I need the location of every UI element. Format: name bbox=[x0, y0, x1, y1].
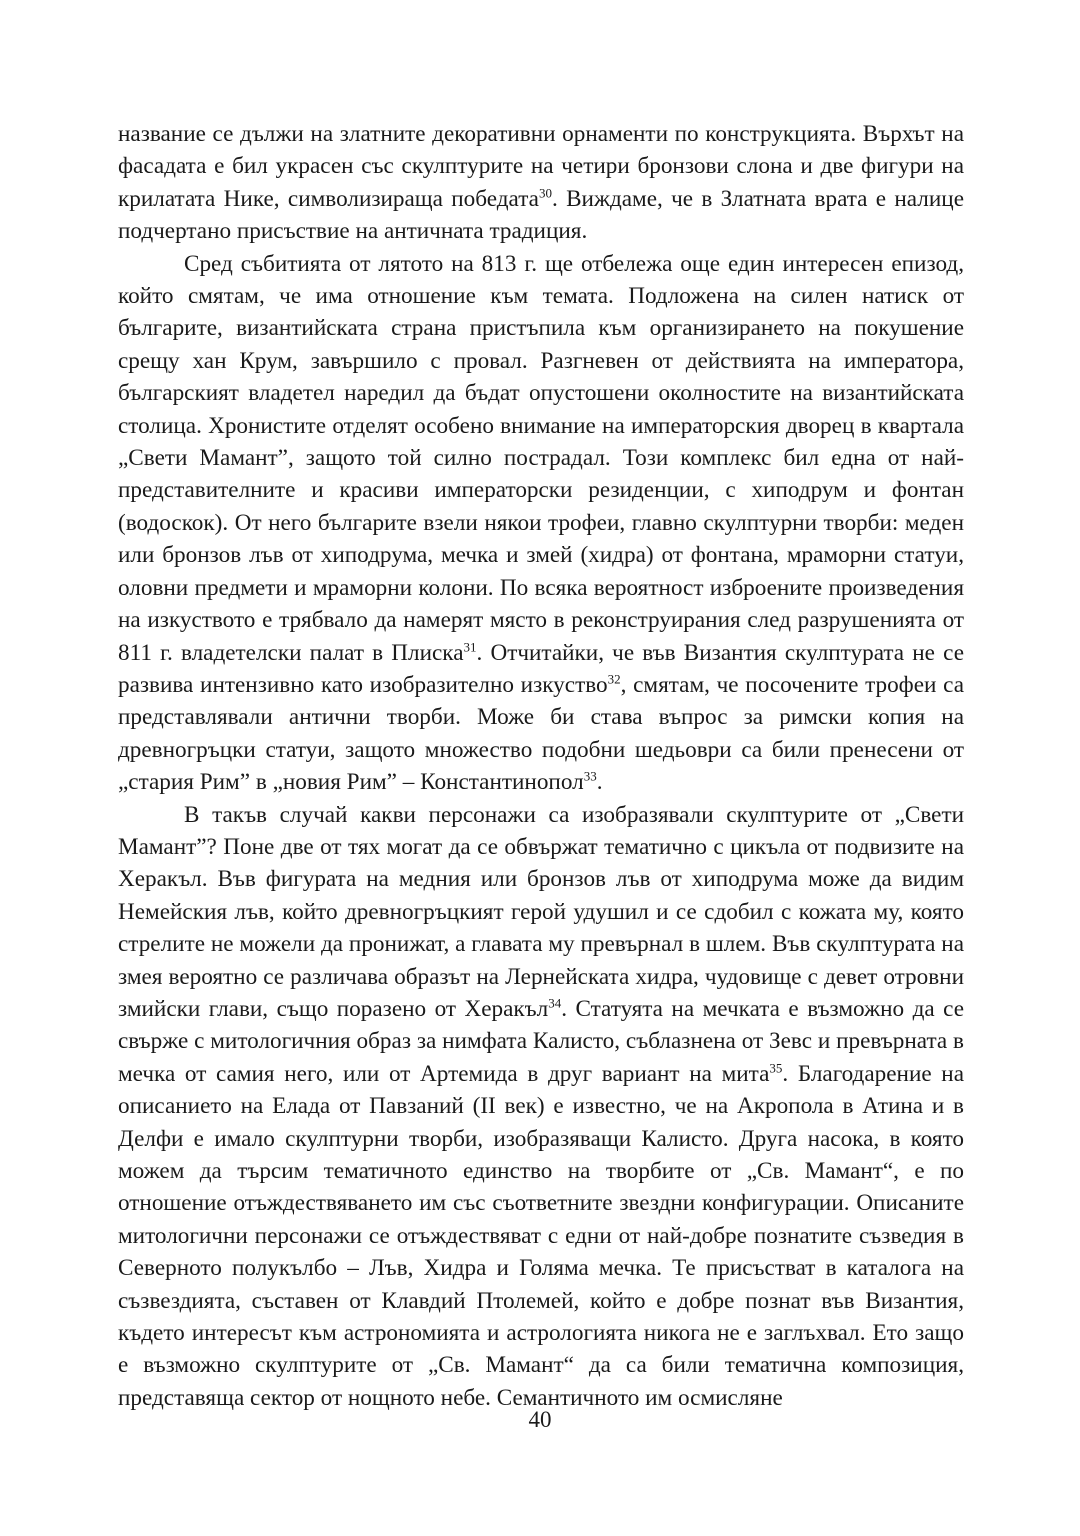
footnote-ref-30: 30 bbox=[538, 185, 552, 201]
text-segment: , смятам, че посочените трофеи са представлявали антични творби. Може би става въпрос за римски копия на древногръцки статуи, защото множество подобни шедьоври са били пренесени от „стария Рим” в „новия Рим” – Константинопол bbox=[118, 671, 964, 796]
text-segment: . Отчитайки, че във Византия скулптурата не се развива интензивно като изобразително изкуство bbox=[118, 639, 964, 698]
footnote-ref-32: 32 bbox=[607, 671, 621, 687]
text-segment: Сред събитията от лятото на 813 г. ще отбележа още един интересен епизод, който смятам, че има отношение към темата. Подложена на силен натиск от българите, византийската страна пристъпила към организирането на покушение срещу хан Крум, завършило с провал. Разгневен от действията на императора, българският владетел наредил да бъдат опустошени околностите на византийската столица. Хронистите отделят особено внимание на императорския дворец в квартала „Свети Мамант”, защото той силно пострадал. Този комплекс бил една от най-представителните и красиви императорски резиденции, с хиподрум и фонтан (водоскок). От него българите взели някои трофеи, главно скулптурни творби: меден или бронзов лъв от хиподрума, мечка и змей (хидра) от фонтана, мраморни статуи, оловни предмети и мраморни колони. По всяка вероятност изброените произведения на изкуството е трябвало да намерят място в реконструирания след разрушенията от 811 г. владетелски палат в Плиска bbox=[118, 250, 964, 666]
text-segment: . Благодарение на описанието на Елада от Павзаний (II век) е известно, че на Акропола в Атина и в Делфи е имало скулптурни творби, изобразяващи Калисто. Друга насока, в която можем да търсим тематичното единство на творбите от „Св. Мамант“, е по отношение отъждествяването им със съответните звездни конфигурации. Описаните митологични персонажи се отъждествяват с едни от най-добре познатите съзведия в Северното полукълбо – Лъв, Хидра и Голяма мечка. Те присъстват в каталога на съзвездията, съставен от Клавдий Птолемей, който е добре познат във Византия, където интересът към астрономията и астрологията никога не е заглъхвал. Ето защо е възможно скулптурите от „Св. Мамант“ да са били тематична композиция, представяща сектор от нощното небе. Семантичното им осмисляне bbox=[118, 1060, 964, 1411]
paragraph-2 bbox=[118, 248, 964, 799]
footnote-ref-33: 33 bbox=[583, 768, 597, 784]
paragraph-1 bbox=[118, 118, 964, 248]
text-segment: . Виждаме, че в Златната врата е налице подчертано присъствие на античната традиция. bbox=[118, 185, 964, 245]
footnote-ref-35: 35 bbox=[769, 1060, 783, 1076]
page-body bbox=[118, 118, 964, 1414]
text-segment: название се дължи на златните декоративни орнаменти по конструкцията. Върхът на фасадата е бил украсен със скулптурите на четири бронзови слона и две фигури на крилатата Нике, символизираща победата bbox=[118, 121, 964, 212]
page-number: 40 bbox=[528, 1407, 552, 1432]
footnote-ref-34: 34 bbox=[548, 995, 562, 1011]
footnote-ref-31: 31 bbox=[463, 638, 477, 654]
text-segment: . bbox=[596, 769, 603, 796]
paragraph-3 bbox=[118, 799, 964, 1415]
text-segment: В такъв случай какви персонажи са изобразявали скулптурите от „Свети Мамант”? Поне две от тях могат да се обвържат тематично с цикъла от подвизите на Херакъл. Във фигурата на медния или бронзов лъв от хиподрума може да видим Немейския лъв, който древногръцкият герой удушил и се сдобил с кожата му, която стрелите не можели да пронижат, а главата му превърнал в шлем. Във скулптурата на змея вероятно се различава образът на Лернейската хидра, чудовище с девет отровни змийски глави, също поразено от Херакъл bbox=[118, 801, 964, 1022]
text-segment: . Статуята на мечката е възможно да се свърже с митологичния образ за нимфата Калисто, съблазнена от Зевс и превърната в мечка от самия него, или от Артемида в друг вариант на мита bbox=[118, 995, 964, 1087]
